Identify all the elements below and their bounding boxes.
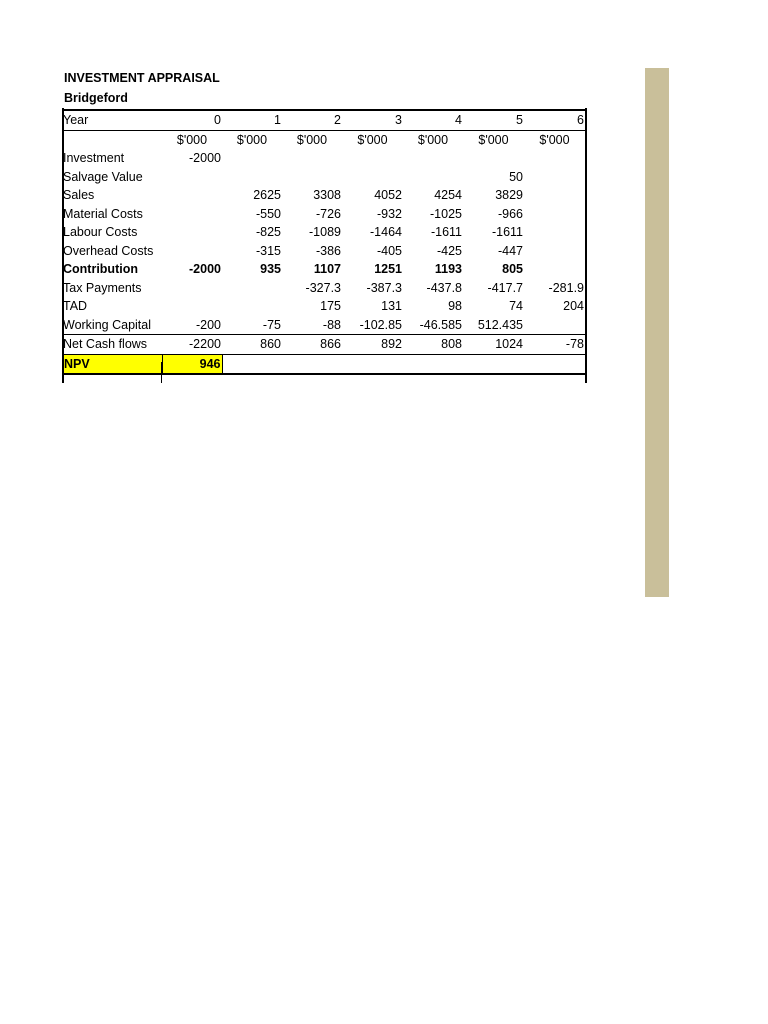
value-cell[interactable]: -200 [195, 317, 221, 332]
value-cell[interactable]: -425 [436, 243, 462, 258]
year-cell[interactable]: 6 [524, 110, 585, 130]
value-cell[interactable]: -1611 [491, 225, 523, 240]
year-cell[interactable]: 2 [282, 110, 342, 130]
table-row [63, 279, 585, 298]
row-label[interactable]: Sales [63, 188, 95, 203]
value-cell[interactable] [524, 186, 585, 205]
year-cell[interactable]: 0 [162, 110, 222, 130]
unit-cell[interactable]: $'000 [357, 132, 388, 147]
value-cell[interactable] [524, 149, 585, 168]
value-cell[interactable]: 892 [342, 335, 403, 355]
row-label[interactable]: Working Capital [63, 317, 152, 332]
table-row [63, 186, 585, 205]
row-label[interactable]: Overhead Costs [63, 243, 154, 258]
value-cell[interactable]: 2625 [253, 188, 281, 203]
units-label[interactable] [63, 130, 162, 149]
value-cell[interactable]: -88 [322, 317, 341, 332]
value-cell[interactable] [524, 316, 585, 335]
value-cell[interactable]: 512.435 [477, 317, 523, 332]
table-row [63, 242, 585, 261]
unit-cell[interactable]: $'000 [176, 132, 208, 147]
year-row [63, 110, 585, 130]
value-cell[interactable]: 204 [563, 299, 584, 314]
value-cell[interactable]: 808 [403, 335, 463, 355]
value-cell[interactable] [403, 168, 463, 187]
value-cell[interactable]: 1107 [313, 262, 341, 277]
units-row [63, 130, 585, 149]
empty-cell[interactable] [282, 354, 342, 374]
npv-label[interactable]: NPV [63, 354, 162, 374]
value-cell[interactable]: 74 [509, 299, 523, 314]
value-cell[interactable] [162, 279, 222, 298]
year-cell[interactable]: 5 [463, 110, 524, 130]
value-cell[interactable]: 98 [448, 299, 462, 314]
table-row [63, 205, 585, 224]
unit-cell[interactable]: $'000 [417, 132, 449, 147]
value-cell[interactable]: -825 [255, 225, 281, 240]
value-cell[interactable] [282, 149, 342, 168]
sheet-title: INVESTMENT APPRAISAL [64, 71, 220, 85]
row-label[interactable]: Net Cash flows [63, 335, 162, 355]
value-cell[interactable]: -1089 [309, 225, 341, 240]
value-cell[interactable]: 175 [320, 299, 341, 314]
unit-cell[interactable]: $'000 [296, 132, 328, 147]
value-cell[interactable]: -46.585 [419, 317, 462, 332]
value-cell[interactable]: -966 [497, 206, 523, 221]
value-cell[interactable]: -387.3 [366, 280, 402, 295]
value-cell[interactable]: -281.9 [548, 280, 584, 295]
value-cell[interactable] [162, 205, 222, 224]
value-cell[interactable] [222, 168, 282, 187]
value-cell[interactable]: 1251 [374, 262, 402, 277]
value-cell[interactable]: 935 [260, 262, 281, 277]
value-cell[interactable] [342, 168, 403, 187]
value-cell[interactable]: 1024 [463, 335, 524, 355]
year-label[interactable]: Year [63, 110, 162, 130]
value-cell[interactable]: -2000 [189, 262, 221, 277]
value-cell[interactable] [524, 168, 585, 187]
value-cell[interactable] [403, 149, 463, 168]
table-row [63, 149, 585, 168]
year-cell[interactable]: 4 [403, 110, 463, 130]
empty-cell[interactable] [463, 354, 524, 374]
value-cell[interactable]: 3308 [313, 188, 341, 203]
unit-cell[interactable]: $'000 [539, 132, 570, 147]
value-cell[interactable] [524, 242, 585, 261]
unit-cell[interactable]: $'000 [478, 132, 509, 147]
value-cell[interactable]: -1611 [430, 225, 462, 240]
row-label[interactable]: Salvage Value [63, 169, 143, 184]
value-cell[interactable]: -437.8 [426, 280, 462, 295]
value-cell[interactable]: 860 [222, 335, 282, 355]
value-cell[interactable] [463, 149, 524, 168]
value-cell[interactable]: -417.7 [487, 280, 523, 295]
row-label[interactable]: Labour Costs [63, 225, 138, 240]
empty-cell[interactable] [222, 354, 282, 374]
side-panel [645, 68, 669, 597]
value-cell[interactable]: -102.85 [359, 317, 402, 332]
npv-value[interactable]: 946 [162, 354, 222, 374]
value-cell[interactable] [524, 205, 585, 224]
value-cell[interactable]: 50 [509, 169, 523, 184]
appraisal-table [63, 109, 585, 375]
value-cell[interactable]: -550 [255, 206, 281, 221]
value-cell[interactable]: 805 [502, 262, 523, 277]
npv-divider [161, 362, 162, 383]
table-row [63, 297, 585, 316]
value-cell[interactable] [282, 168, 342, 187]
value-cell[interactable]: -447 [497, 243, 523, 258]
value-cell[interactable]: -1025 [430, 206, 462, 221]
value-cell[interactable]: 4254 [434, 188, 462, 203]
value-cell[interactable]: -78 [524, 335, 585, 355]
row-label[interactable]: TAD [63, 299, 88, 314]
row-label[interactable]: Material Costs [63, 206, 143, 221]
value-cell[interactable]: -386 [315, 243, 341, 258]
value-cell[interactable]: -405 [376, 243, 402, 258]
row-label[interactable]: Tax Payments [63, 280, 142, 295]
value-cell[interactable]: -1464 [370, 225, 402, 240]
empty-cell[interactable] [403, 354, 463, 374]
value-cell[interactable] [342, 149, 403, 168]
table-row [63, 316, 585, 335]
value-cell[interactable]: 131 [381, 299, 402, 314]
value-cell[interactable]: -315 [255, 243, 281, 258]
table-row [63, 335, 585, 355]
value-cell[interactable]: -726 [315, 206, 341, 221]
year-cell[interactable]: 1 [222, 110, 282, 130]
value-cell[interactable] [162, 168, 222, 187]
row-label[interactable]: Investment [63, 151, 125, 166]
table-row [63, 260, 585, 279]
value-cell[interactable] [524, 260, 585, 279]
value-cell[interactable] [162, 297, 222, 316]
value-cell[interactable] [222, 149, 282, 168]
table-row [63, 223, 585, 242]
npv-row [63, 354, 585, 374]
value-cell[interactable]: 866 [282, 335, 342, 355]
value-cell[interactable]: -2200 [162, 335, 222, 355]
value-cell[interactable] [162, 186, 222, 205]
value-cell[interactable] [222, 297, 282, 316]
value-cell[interactable] [162, 242, 222, 261]
value-cell[interactable]: -75 [262, 317, 281, 332]
value-cell[interactable] [162, 223, 222, 242]
sheet-subtitle: Bridgeford [64, 91, 128, 105]
value-cell[interactable]: -2000 [189, 151, 221, 166]
table-row [63, 168, 585, 187]
unit-cell[interactable]: $'000 [236, 132, 268, 147]
value-cell[interactable]: 3829 [495, 188, 523, 203]
value-cell[interactable] [524, 223, 585, 242]
row-label[interactable]: Contribution [63, 262, 138, 277]
value-cell[interactable]: 4052 [374, 188, 402, 203]
year-cell[interactable]: 3 [342, 110, 403, 130]
value-cell[interactable]: 1193 [434, 262, 462, 277]
empty-cell[interactable] [524, 354, 585, 374]
value-cell[interactable]: -327.3 [305, 280, 341, 295]
empty-cell[interactable] [342, 354, 403, 374]
value-cell[interactable]: -932 [376, 206, 402, 221]
value-cell[interactable] [222, 279, 282, 298]
